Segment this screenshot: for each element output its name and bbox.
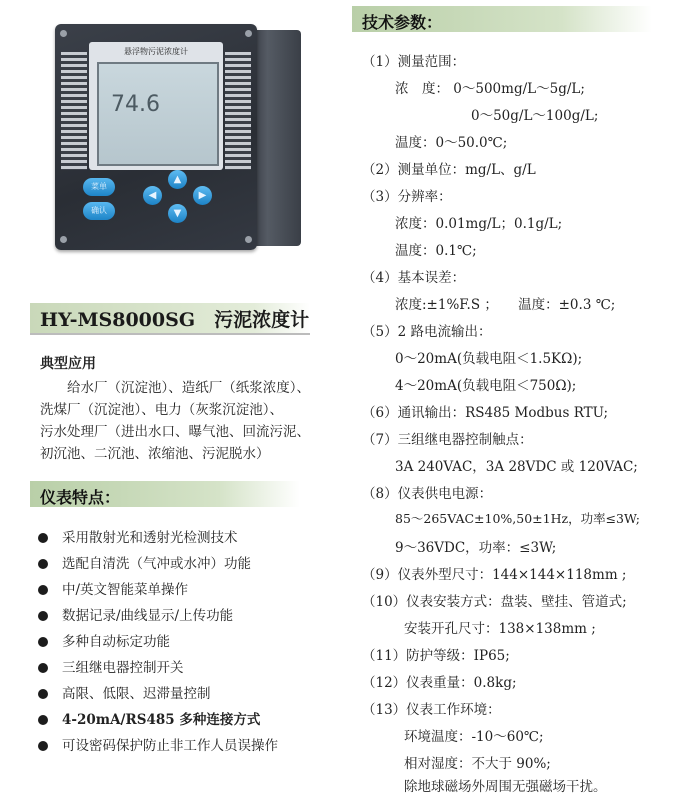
screw-icon: [60, 30, 67, 37]
down-arrow-button[interactable]: ▼: [168, 204, 187, 223]
spec-line: （11）防护等级：IP65;: [362, 648, 510, 664]
spec-line: （12）仪表重量：0.8kg;: [362, 675, 517, 691]
bullet-icon: [38, 533, 48, 543]
vent-stripes-left: [61, 52, 87, 170]
lcd-value: 74.6: [111, 92, 160, 117]
spec-line: （5）2 路电流输出：: [362, 324, 492, 340]
spec-line: （9）仪表外型尺寸：144×144×118mm ;: [362, 567, 627, 583]
specs-title: 技术参数：: [362, 13, 443, 32]
spec-line: （13）仪表工作环境：: [362, 702, 501, 718]
confirm-button[interactable]: 确认: [83, 202, 115, 220]
feature-item: 选配自清洗（气冲或水冲）功能: [38, 552, 251, 572]
spec-line: （1）测量范围：: [362, 54, 466, 70]
spec-line: 4～20mA(负载电阻＜750Ω);: [395, 378, 577, 394]
bullet-icon: [38, 715, 48, 725]
bullet-icon: [38, 637, 48, 647]
bullet-icon: [38, 741, 48, 751]
screw-icon: [60, 236, 67, 243]
feature-item: 采用散射光和透射光检测技术: [38, 526, 238, 546]
feature-item: 多种自动标定功能: [38, 630, 170, 650]
feature-item: 高限、低限、迟滞量控制: [38, 682, 211, 702]
spec-line: 浓度:±1%F.S ； 温度：±0.3 ℃;: [395, 297, 616, 313]
feature-item: 中/英文智能菜单操作: [38, 578, 188, 598]
model-title: HY-MS8000SG 污泥浓度计: [40, 309, 310, 331]
spec-line: 环境温度：-10～60℃;: [404, 729, 544, 745]
feature-item: 4-20mA/RS485 多种连接方式: [38, 708, 260, 728]
applications-title: 典型应用: [40, 356, 96, 372]
spec-line: 3A 240VAC，3A 28VDC 或 120VAC;: [395, 459, 638, 475]
spec-line: 相对湿度：不大于 90%;: [404, 756, 551, 772]
feature-item: 可设密码保护防止非工作人员误操作: [38, 734, 278, 754]
bullet-icon: [38, 559, 48, 569]
menu-button[interactable]: 菜单: [83, 178, 115, 196]
spec-line: 温度：0～50.0℃;: [395, 135, 508, 151]
features-title: 仪表特点：: [40, 488, 121, 507]
device-front-panel: [55, 24, 257, 250]
feature-item: 数据记录/曲线显示/上传功能: [38, 604, 233, 624]
spec-line: 浓 度： 0～500mg/L～5g/L;: [395, 81, 585, 97]
screw-icon: [245, 236, 252, 243]
spec-line: （2）测量单位：mg/L、g/L: [362, 162, 536, 178]
device-photo: [55, 24, 295, 250]
left-arrow-button[interactable]: ◀: [143, 186, 162, 205]
feature-item: 三组继电器控制开关: [38, 656, 184, 676]
applications-line: 洗煤厂（沉淀池）、电力（灰浆沉淀池）、: [40, 402, 283, 418]
vent-stripes-right: [225, 52, 251, 170]
spec-line: 0～20mA(负载电阻＜1.5KΩ);: [395, 351, 583, 367]
spec-line: 温度：0.1℃;: [395, 243, 477, 259]
spec-line: 安装开孔尺寸：138×138mm ;: [404, 621, 596, 637]
bullet-icon: [38, 663, 48, 673]
spec-line: 除地球磁场外周围无强磁场干扰。: [404, 779, 607, 795]
spec-line: （4）基本误差：: [362, 270, 466, 286]
screen-title: 悬浮物污泥浓度计: [124, 47, 188, 56]
spec-line: （3）分辨率：: [362, 189, 452, 205]
spec-line: （10）仪表安装方式：盘装、壁挂、管道式;: [362, 594, 627, 610]
spec-line: 0～50g/L～100g/L;: [471, 108, 599, 124]
spec-line: 9～36VDC，功率：≤3W;: [395, 540, 557, 556]
right-arrow-button[interactable]: ▶: [193, 186, 212, 205]
bullet-icon: [38, 689, 48, 699]
applications-line: 初沉池、二沉池、浓缩池、污泥脱水）: [40, 446, 270, 462]
screw-icon: [245, 30, 252, 37]
spec-line: 浓度：0.01mg/L；0.1g/L;: [395, 216, 563, 232]
spec-line: （7）三组继电器控制触点：: [362, 432, 533, 448]
up-arrow-button[interactable]: ▲: [168, 170, 187, 189]
bullet-icon: [38, 585, 48, 595]
applications-line: 给水厂（沉淀池）、造纸厂（纸浆浓度）、: [40, 380, 310, 396]
spec-line: 85～265VAC±10%,50±1Hz，功率≤3W;: [395, 511, 640, 526]
applications-line: 污水处理厂（进出水口、曝气池、回流污泥、: [40, 424, 310, 440]
bullet-icon: [38, 611, 48, 621]
spec-line: （8）仪表供电电源：: [362, 486, 493, 502]
spec-line: （6）通讯输出：RS485 Modbus RTU;: [362, 405, 609, 421]
